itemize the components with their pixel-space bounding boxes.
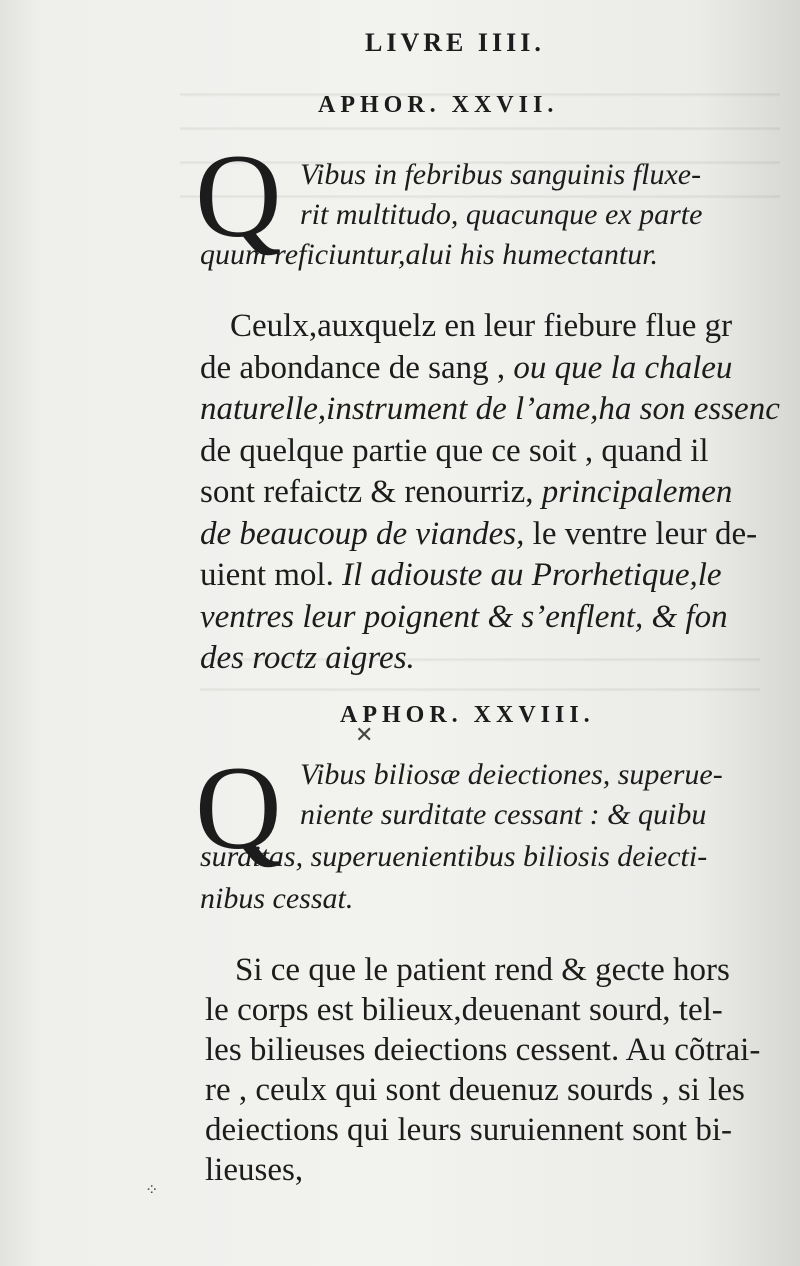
aphorism-heading: APHOR. XXVII. bbox=[318, 92, 559, 118]
latin-line: surditas, superuenientibus biliosis deiecti- bbox=[200, 840, 708, 873]
french-line bbox=[235, 952, 730, 989]
aphorism-heading: APHOR. XXVIII. bbox=[340, 702, 595, 728]
roman-run: deiections qui leurs suruiennent sont bi- bbox=[205, 1112, 732, 1148]
italic-run: naturelle,instrument de l’ame,ha son essenc bbox=[200, 391, 780, 427]
roman-run: le ventre leur de- bbox=[524, 515, 758, 552]
roman-run: Ceulx,auxquelz en leur fiebure flue gr bbox=[230, 308, 733, 344]
french-line bbox=[200, 350, 732, 387]
ink-speck-icon: ⁘ bbox=[145, 1182, 159, 1199]
roman-run: le corps est bilieux,deuenant sourd, tel- bbox=[205, 992, 723, 1028]
roman-run: de abondance de sang , bbox=[200, 349, 514, 386]
printer-mark-icon: ✕ bbox=[355, 722, 374, 747]
roman-run: de quelque partie que ce soit , quand il bbox=[200, 432, 709, 469]
latin-line: quum reficiuntur,alui his humectantur. bbox=[200, 238, 659, 271]
french-line bbox=[200, 640, 415, 677]
french-line bbox=[205, 1032, 760, 1069]
latin-line: nibus cessat. bbox=[200, 882, 354, 915]
drop-cap: Q bbox=[195, 129, 282, 262]
roman-run: re , ceulx qui sont deuenuz sourds , si les bbox=[205, 1072, 745, 1108]
italic-run: ou que la chaleu bbox=[513, 349, 733, 386]
italic-run: principalemen bbox=[541, 474, 733, 510]
latin-line: niente surditate cessant : & quibu bbox=[300, 798, 707, 831]
roman-run: uient mol. bbox=[200, 557, 343, 593]
italic-run: Il adiouste au Prorhetique,le bbox=[342, 557, 722, 593]
french-line bbox=[200, 599, 728, 636]
latin-line: rit multitudo, quacunque ex parte bbox=[300, 198, 703, 231]
french-line bbox=[205, 1112, 732, 1149]
latin-line: Vibus in febribus sanguinis fluxe- bbox=[300, 158, 702, 191]
roman-run: sont refaictz & renourriz, bbox=[200, 474, 542, 510]
italic-run: des roctz aigres. bbox=[200, 640, 415, 676]
italic-run: de beaucoup de viandes, bbox=[200, 515, 525, 552]
italic-run: ventres leur poignent & s’enflent, & fon bbox=[200, 598, 728, 635]
roman-run: lieuses, bbox=[205, 1152, 304, 1188]
running-head: LIVRE IIII. bbox=[365, 28, 545, 57]
french-line bbox=[200, 433, 709, 470]
roman-run: les bilieuses deiections cessent. Au cõtrai- bbox=[205, 1032, 761, 1068]
french-line bbox=[205, 1072, 745, 1109]
french-line bbox=[200, 474, 732, 511]
french-line bbox=[200, 391, 780, 428]
french-line bbox=[200, 516, 757, 553]
roman-run: Si ce que le patient rend & gecte hors bbox=[235, 952, 730, 988]
french-line bbox=[200, 557, 722, 594]
drop-cap: Q bbox=[195, 741, 282, 874]
french-line bbox=[205, 1152, 303, 1189]
french-line bbox=[230, 308, 732, 345]
french-line bbox=[205, 992, 723, 1029]
latin-line: Vibus biliosæ deiectiones, superue- bbox=[300, 758, 723, 791]
